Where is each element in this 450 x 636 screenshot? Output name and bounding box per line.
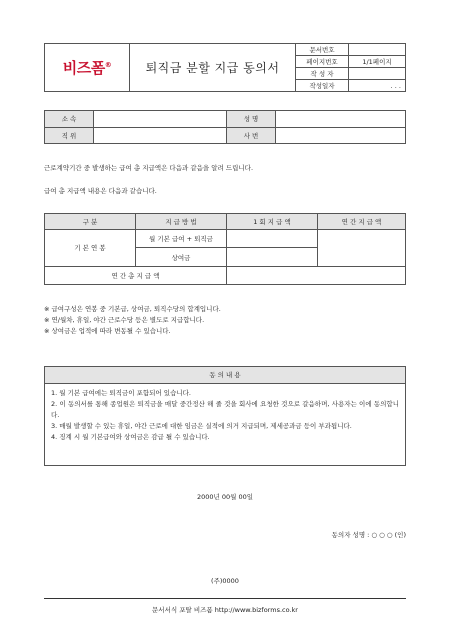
agreement-body [45, 384, 405, 447]
bizforms-logo: 비즈폼® [62, 59, 112, 77]
name-label: 성 명 [227, 111, 276, 128]
agreement-heading: 동 의 내 용 [45, 367, 405, 384]
name-field[interactable] [276, 111, 406, 128]
company-name: (주)0000 [211, 577, 239, 585]
pay-header: 1 회 지 급 액 [227, 214, 318, 230]
agreement-box [44, 366, 406, 466]
amount-once-bonus[interactable] [227, 248, 318, 266]
agreement-item: 4. 징계 시 월 기본급여와 상여금은 감급 될 수 있습니다. [51, 433, 210, 441]
dept-label: 소 속 [45, 111, 94, 128]
meta-label: 문서번호 [296, 44, 349, 56]
document-title: 퇴직금 분할 지급 동의서 [130, 44, 296, 92]
amount-once[interactable] [227, 230, 318, 248]
annual-total-label: 연 간 총 지 급 액 [45, 266, 227, 284]
date: 2000년 00월 00일 [196, 493, 254, 501]
agreement-item: 1. 월 기본 급여에는 퇴직금이 포함되어 있습니다. [51, 389, 191, 397]
logo-cell [45, 44, 130, 92]
signer: 동의자 성명 : ○ ○ ○ (인) [331, 531, 406, 539]
pay-header: 구 분 [45, 214, 136, 230]
note-2: ※ 연/월차, 휴일, 야간 근로수당 등은 별도로 지급합니다. [44, 316, 205, 324]
meta-value: . . . [349, 80, 406, 92]
note-3: ※ 상여금은 업적에 따라 변동될 수 있습니다. [44, 327, 171, 335]
intro-text-1: 근로계약기간 중 발생하는 급여 총 지급액은 다음과 같음을 알려 드립니다. [44, 164, 254, 172]
meta-value [349, 68, 406, 80]
pay-header: 지 급 방 법 [136, 214, 227, 230]
empno-label: 사 번 [227, 127, 276, 144]
header-table [44, 43, 406, 92]
method-bonus: 상여금 [136, 248, 227, 266]
meta-label: 작 성 자 [296, 68, 349, 80]
agreement-item: 2. 이 동의서를 통해 종업원은 퇴직금을 매달 중간정산 해 줄 것을 회사에 요청한 것으로 갈음하며, 사용자는 이에 동의합니다. [51, 400, 399, 419]
meta-value: 1/1페이지 [349, 56, 406, 68]
method-monthly: 월 기본 급여 + 퇴직금 [136, 230, 227, 248]
footer-divider [44, 598, 406, 599]
note-1: ※ 급여구성은 연봉 중 기본급, 상여금, 퇴직수당의 합계입니다. [44, 305, 221, 313]
meta-label: 페이지번호 [296, 56, 349, 68]
position-label: 직 위 [45, 127, 94, 144]
base-salary-label: 기 본 연 봉 [45, 230, 136, 267]
position-field[interactable] [94, 127, 227, 144]
annual-total-value[interactable] [227, 266, 406, 284]
dept-field[interactable] [94, 111, 227, 128]
empno-field[interactable] [276, 127, 406, 144]
intro-text-2: 급여 총 지급액 내용은 다음과 같습니다. [44, 187, 157, 195]
employee-info-table [44, 110, 406, 144]
amount-annual[interactable] [318, 230, 406, 267]
meta-value [349, 44, 406, 56]
pay-table [44, 213, 406, 285]
agreement-item: 3. 매월 발생할 수 있는 휴일, 야간 근로에 대한 임금은 실적에 의거 지급되며, 제세공과금 등이 부과됩니다. [51, 422, 352, 430]
footer-text: 문서서식 포탈 비즈폼 http://www.bizforms.co.kr [152, 606, 298, 614]
pay-header: 연 간 지 급 액 [318, 214, 406, 230]
meta-label: 작성일자 [296, 80, 349, 92]
